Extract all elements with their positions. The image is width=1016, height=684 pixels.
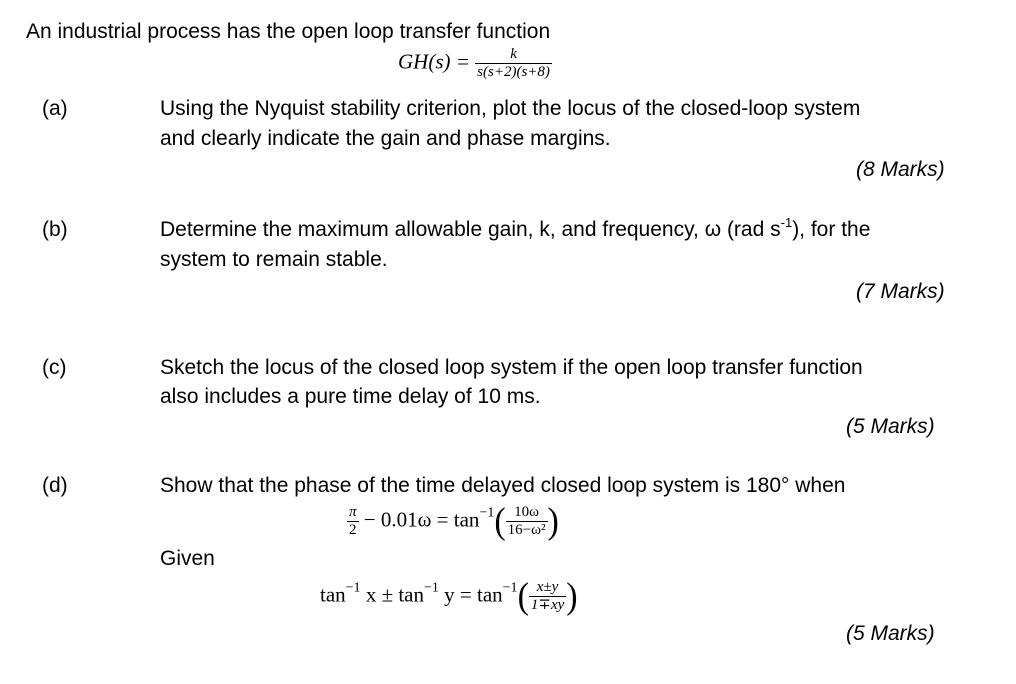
part-a-line1: Using the Nyquist stability criterion, plot the locus of the closed-loop system: [160, 97, 861, 120]
part-c-marks: (5 Marks): [846, 415, 935, 438]
eq1-denominator: 16−ω²: [507, 522, 546, 538]
eq2-tan1: tan: [320, 582, 346, 607]
tf-denominator: s(s+2)(s+8): [477, 64, 550, 80]
part-b-line1-post: ), for the: [792, 218, 871, 241]
part-a-line2: and clearly indicate the gain and phase margins.: [160, 127, 611, 150]
pi-over-two: [347, 504, 359, 539]
part-d-line1: Show that the phase of the time delayed closed loop system is 180° when: [160, 474, 846, 497]
eq2-sup2: −1: [424, 580, 439, 596]
eq2-sup3: −1: [502, 580, 518, 596]
eq2-numerator: x±y: [529, 579, 566, 597]
equation-tan-identity: $\tan^{-1} x \pm \tan^{-1} y = \tan^{-1}$( $\frac{x\pm y}{1\mp xy}$ ): [320, 575, 578, 617]
part-b-marks: (7 Marks): [856, 280, 945, 303]
tf-lhs: GH(s) =: [398, 49, 470, 74]
part-b-line2: system to remain stable.: [160, 248, 388, 271]
eq1-sup: −1: [479, 505, 495, 521]
tf-fraction: [475, 46, 552, 81]
part-b-line1: [160, 216, 870, 244]
part-c-line2: also includes a pure time delay of 10 ms.: [160, 385, 541, 408]
eq2-fraction: [529, 579, 566, 614]
given-label: Given: [160, 547, 215, 570]
tf-numerator: k: [475, 46, 552, 64]
equation-phase-condition: $\frac{\pi}{2}$ − $0.01\omega = \tan^{-1}$( $\frac{10\omega}{\text{16−ω²}}$ ): [349, 500, 559, 542]
eq2-denominator: 1∓xy: [530, 597, 565, 613]
eq2-y: y = tan: [444, 582, 503, 607]
part-c-line1: Sketch the locus of the closed loop system if the open loop transfer function: [160, 356, 863, 379]
pi-numerator: π: [349, 504, 357, 520]
part-a-label: (a): [42, 97, 68, 120]
intro-text: An industrial process has the open loop transfer function: [26, 20, 551, 43]
eq1-fraction: [506, 504, 548, 539]
eq2-x: x ± tan: [365, 582, 424, 607]
part-d-marks: (5 Marks): [846, 622, 935, 645]
part-c-label: (c): [42, 356, 67, 379]
eq1-numerator: 10ω: [506, 504, 548, 522]
transfer-function: [398, 46, 552, 81]
pi-denominator: 2: [349, 522, 357, 538]
part-b-line1-sup: -1: [780, 215, 793, 230]
part-b-line1-pre: Determine the maximum allowable gain, k, and frequency, ω (rad s: [160, 218, 781, 241]
part-a-marks: (8 Marks): [856, 158, 945, 181]
eq1-middle: − 0.01ω = tan: [363, 507, 480, 532]
eq2-sup1: −1: [345, 580, 361, 596]
part-d-label: (d): [42, 474, 68, 497]
part-b-label: (b): [42, 218, 68, 241]
